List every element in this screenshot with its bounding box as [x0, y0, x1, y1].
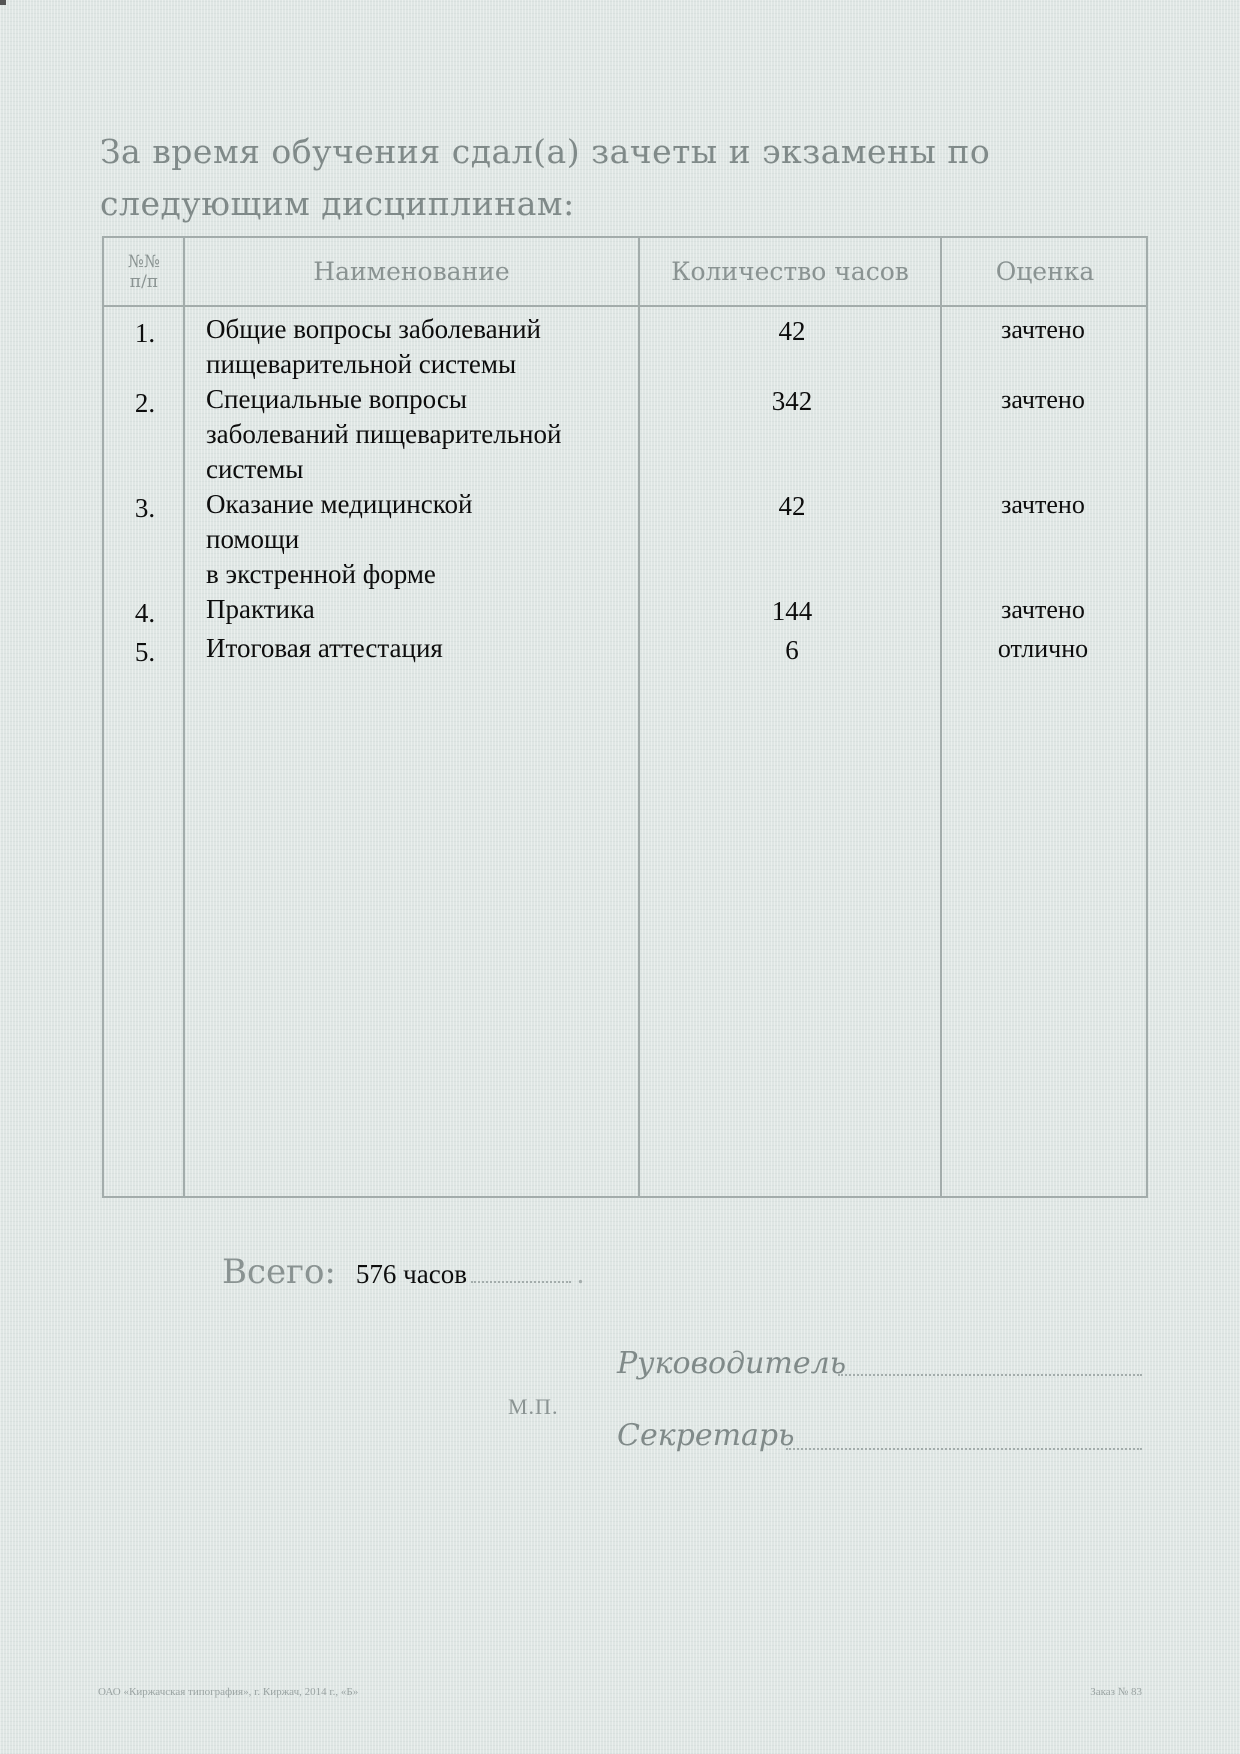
discipline-name-line: помощи: [206, 524, 300, 554]
total-row: [222, 1252, 584, 1292]
printer-imprint: ОАО «Киржачская типография», г. Киржач, 2014 г., «Б»: [98, 1686, 359, 1698]
header-name: Наименование: [313, 257, 510, 286]
total-label: Всего:: [222, 1252, 336, 1292]
head-signature-line: [838, 1374, 1142, 1376]
discipline-name-line: Итоговая аттестация: [206, 633, 443, 663]
row-number: 5.: [134, 637, 156, 667]
total-value: 576 часов: [355, 1259, 467, 1289]
discipline-name: [186, 592, 641, 631]
grade-value: зачтено: [1001, 315, 1085, 344]
header-grade: Оценка: [995, 257, 1095, 286]
hours-value: 42: [778, 316, 806, 346]
table-row: [104, 312, 1146, 382]
header-number: [104, 238, 184, 305]
discipline-name-line: системы: [206, 454, 304, 484]
grade-value: зачтено: [1001, 595, 1085, 624]
discipline-name-line: пищеварительной системы: [206, 349, 517, 379]
total-period: .: [576, 1259, 584, 1290]
stamp-place-label: М.П.: [508, 1394, 559, 1419]
discipline-name-line: заболеваний пищеварительной: [206, 419, 562, 449]
discipline-name: [186, 382, 641, 487]
discipline-name-line: Оказание медицинской: [206, 489, 473, 519]
page-heading: За время обучения сдал(а) зачеты и экзамены по следующим дисциплинам:: [100, 132, 991, 223]
grade-value: зачтено: [1001, 385, 1085, 414]
total-fill-line: [471, 1257, 571, 1283]
grade-value: отлично: [997, 634, 1089, 663]
table-row: [104, 382, 1146, 487]
row-number: 4.: [134, 598, 156, 628]
discipline-name: [186, 631, 641, 670]
secretary-signature-line: [786, 1448, 1142, 1450]
row-number: 2.: [134, 388, 156, 418]
discipline-name-line: Практика: [206, 594, 315, 624]
header-hours: Количество часов: [671, 257, 909, 286]
discipline-name: [186, 312, 641, 382]
discipline-name-line: в экстренной форме: [206, 559, 436, 589]
hours-value: 144: [771, 596, 813, 626]
hours-value: 6: [785, 635, 799, 665]
discipline-name-line: Общие вопросы заболеваний: [206, 314, 541, 344]
hours-value: 42: [778, 491, 806, 521]
hours-value: 342: [771, 386, 813, 416]
secretary-signature-label: Секретарь: [617, 1418, 795, 1453]
header-number-line1: №№: [127, 251, 161, 272]
table-row: [104, 631, 1146, 670]
header-divider: [104, 305, 1146, 307]
table-row: [104, 487, 1146, 592]
header-number-line2: п/п: [129, 271, 159, 292]
order-number: Заказ № 83: [1090, 1686, 1142, 1698]
row-number: 1.: [134, 318, 156, 348]
discipline-name-line: Специальные вопросы: [206, 384, 467, 414]
head-signature-label: Руководитель: [617, 1346, 847, 1381]
scan-edge-mark: [0, 0, 6, 5]
discipline-name: [186, 487, 641, 592]
table-row: [104, 592, 1146, 631]
row-number: 3.: [134, 493, 156, 523]
table-body: [104, 312, 1146, 670]
disciplines-table: [102, 236, 1148, 1198]
grade-value: зачтено: [1001, 490, 1085, 519]
